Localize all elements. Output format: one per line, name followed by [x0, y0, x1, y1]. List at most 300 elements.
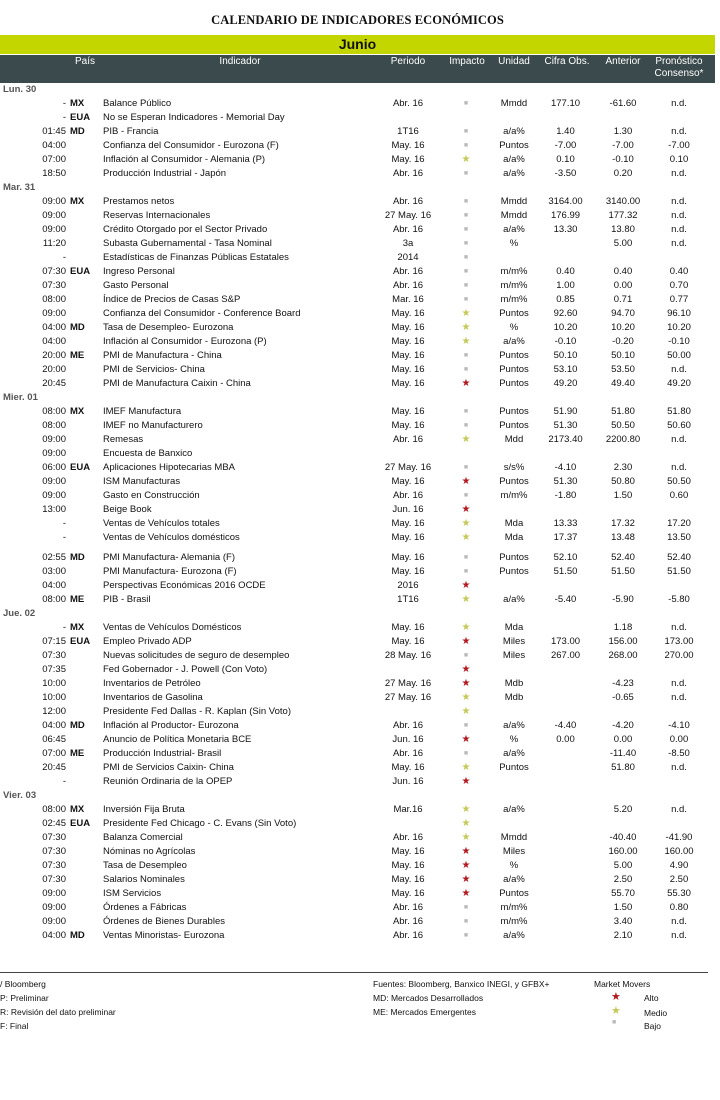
row-indicator: PMI de Manufactura Caixin - China — [103, 378, 251, 389]
row-indicator: Inventarios de Gasolina — [103, 692, 203, 703]
row-time: 07:30 — [42, 846, 66, 857]
impact-alto-icon: ★ — [461, 874, 471, 885]
row-previous: 49.40 — [611, 378, 635, 389]
header-pronostico — [648, 56, 710, 80]
row-previous: -5.90 — [612, 594, 634, 605]
table-row — [0, 831, 715, 845]
impact-bajo-icon: ■ — [463, 652, 469, 659]
row-previous: 53.50 — [611, 364, 635, 375]
row-forecast: 0.60 — [669, 490, 689, 501]
impact-bajo-icon: ■ — [463, 422, 469, 429]
table-row — [0, 405, 715, 419]
row-indicator: ISM Servicios — [103, 888, 162, 899]
legend-bajo-icon: ■ — [612, 1019, 617, 1026]
table-row — [0, 929, 715, 943]
impact-medio-icon: ★ — [461, 594, 471, 605]
row-indicator: Fed Gobernador - J. Powell (Con Voto) — [103, 664, 268, 675]
row-period: May. 16 — [391, 476, 425, 487]
impact-bajo-icon: ■ — [463, 142, 469, 149]
row-forecast: 10.20 — [667, 322, 691, 333]
row-country: ME — [70, 350, 85, 361]
row-previous: 160.00 — [608, 846, 638, 857]
impact-bajo-icon: ■ — [463, 464, 469, 471]
row-period: May. 16 — [391, 336, 425, 347]
row-indicator: Producción Industrial - Japón — [103, 168, 227, 179]
row-forecast: 0.10 — [669, 154, 689, 165]
impact-medio-icon: ★ — [461, 622, 471, 633]
table-row — [0, 649, 715, 663]
impact-medio-icon: ★ — [461, 308, 471, 319]
table-row — [0, 111, 715, 125]
impact-bajo-icon: ■ — [463, 212, 469, 219]
row-previous: -61.60 — [609, 98, 637, 109]
impact-medio-icon: ★ — [461, 336, 471, 347]
impact-alto-icon: ★ — [461, 664, 471, 675]
row-period: May. 16 — [391, 888, 425, 899]
row-observed: 1.40 — [556, 126, 575, 137]
row-time: 12:00 — [42, 706, 66, 717]
row-previous: 94.70 — [611, 308, 635, 319]
row-forecast: n.d. — [671, 364, 687, 375]
impact-bajo-icon: ■ — [463, 408, 469, 415]
table-row — [0, 377, 715, 391]
row-time: 10:00 — [42, 692, 66, 703]
table-row — [0, 873, 715, 887]
row-time: 09:00 — [42, 224, 66, 235]
table-row — [0, 915, 715, 929]
footnote-md: MD: Mercados Desarrollados — [373, 993, 484, 1003]
legend-title: Market Movers — [594, 979, 651, 989]
row-time: 07:15 — [42, 636, 66, 647]
table-row — [0, 761, 715, 775]
row-unit: Mmdd — [500, 832, 528, 843]
table-row — [0, 489, 715, 503]
row-indicator: Empleo Privado ADP — [103, 636, 192, 647]
impact-alto-icon: ★ — [461, 776, 471, 787]
row-period: Abr. 16 — [392, 916, 424, 927]
impact-medio-icon: ★ — [461, 832, 471, 843]
row-unit: Puntos — [499, 406, 529, 417]
impact-medio-icon: ★ — [461, 322, 471, 333]
row-unit: a/a% — [503, 930, 525, 941]
row-previous: 5.00 — [613, 238, 633, 249]
legend-medio: Medio — [644, 1008, 668, 1018]
row-country: ME — [70, 594, 85, 605]
row-unit: a/a% — [503, 126, 525, 137]
row-observed: 13.33 — [553, 518, 578, 529]
row-period: Abr. 16 — [392, 490, 424, 501]
row-time: 13:00 — [42, 504, 66, 515]
row-previous: 5.20 — [613, 804, 633, 815]
row-forecast: n.d. — [671, 210, 687, 221]
impact-medio-icon: ★ — [461, 692, 471, 703]
row-time: 09:00 — [42, 308, 66, 319]
row-time: 04:00 — [42, 930, 66, 941]
row-period: Mar.16 — [393, 804, 423, 815]
row-period: Abr. 16 — [392, 832, 424, 843]
row-period: Abr. 16 — [392, 280, 424, 291]
row-previous: -11.40 — [609, 748, 637, 759]
row-time: 09:00 — [42, 490, 66, 501]
header-cifra: Cifra Obs. — [544, 56, 590, 67]
table-row — [0, 747, 715, 761]
impact-alto-icon: ★ — [461, 860, 471, 871]
table-row — [0, 663, 715, 677]
row-unit: Mdd — [504, 434, 524, 445]
table-row — [0, 887, 715, 901]
row-forecast: -7.00 — [668, 140, 690, 151]
row-time: 04:00 — [42, 720, 66, 731]
row-unit: % — [509, 238, 519, 249]
row-indicator: Ingreso Personal — [103, 266, 175, 277]
row-previous: -40.40 — [609, 832, 637, 843]
row-indicator: IMEF no Manufacturero — [103, 420, 203, 431]
footnote-me: ME: Mercados Emergentes — [373, 1007, 476, 1017]
row-period: 27 May. 16 — [384, 210, 432, 221]
row-unit: Mmdd — [500, 210, 528, 221]
row-time: 03:00 — [42, 566, 66, 577]
row-period: Abr. 16 — [392, 434, 424, 445]
row-time: 09:00 — [42, 888, 66, 899]
table-row — [0, 845, 715, 859]
row-time: 08:00 — [42, 420, 66, 431]
row-forecast: 173.00 — [664, 636, 694, 647]
row-indicator: Aplicaciones Hipotecarias MBA — [103, 462, 236, 473]
impact-bajo-icon: ■ — [463, 554, 469, 561]
impact-bajo-icon: ■ — [463, 240, 469, 247]
table-row — [0, 517, 715, 531]
table-row — [0, 321, 715, 335]
row-time: 04:00 — [42, 336, 66, 347]
row-time: 07:00 — [42, 748, 66, 759]
impact-bajo-icon: ■ — [463, 722, 469, 729]
section-header — [0, 181, 715, 195]
row-country: EUA — [70, 462, 91, 473]
row-previous: 2.10 — [613, 930, 633, 941]
row-observed: -4.10 — [554, 462, 577, 473]
row-observed: 10.20 — [553, 322, 578, 333]
row-observed: 0.40 — [556, 266, 575, 277]
impact-bajo-icon: ■ — [463, 568, 469, 575]
table-row — [0, 433, 715, 447]
table-row — [0, 447, 715, 461]
impact-bajo-icon: ■ — [463, 198, 469, 205]
row-previous: 50.50 — [611, 420, 635, 431]
impact-bajo-icon: ■ — [463, 750, 469, 757]
row-time: 02:55 — [42, 552, 66, 563]
table-row — [0, 363, 715, 377]
row-forecast: 160.00 — [664, 846, 694, 857]
row-country: MD — [70, 552, 85, 563]
row-previous: 3140.00 — [605, 196, 641, 207]
row-forecast: n.d. — [671, 930, 687, 941]
row-time: 20:45 — [42, 762, 66, 773]
row-indicator: Balanza Comercial — [103, 832, 183, 843]
row-observed: -5.40 — [554, 594, 577, 605]
row-forecast: n.d. — [671, 434, 687, 445]
row-time: 09:00 — [42, 196, 66, 207]
row-unit: Mda — [504, 532, 524, 543]
row-unit: Puntos — [499, 552, 529, 563]
header-anterior: Anterior — [605, 56, 641, 67]
row-indicator: PIB - Francia — [103, 126, 159, 137]
impact-medio-icon: ★ — [461, 804, 471, 815]
row-period: May. 16 — [391, 566, 425, 577]
row-unit: m/m% — [500, 280, 528, 291]
row-time: 11:20 — [42, 238, 66, 249]
row-indicator: Confianza del Consumidor - Conference Board — [103, 308, 301, 319]
impact-bajo-icon: ■ — [463, 918, 469, 925]
row-forecast: 4.90 — [669, 860, 689, 871]
row-forecast: -41.90 — [665, 832, 693, 843]
row-time: - — [62, 112, 66, 123]
table-row — [0, 579, 715, 593]
row-previous: 2200.80 — [605, 434, 641, 445]
row-forecast: 0.77 — [669, 294, 689, 305]
table-row — [0, 97, 715, 111]
row-previous: 52.40 — [611, 552, 635, 563]
row-unit: Mmdd — [500, 98, 528, 109]
row-previous: -4.20 — [612, 720, 634, 731]
section-header — [0, 83, 715, 97]
row-observed: -3.50 — [554, 168, 577, 179]
row-observed: 51.50 — [553, 566, 578, 577]
row-time: 08:00 — [42, 804, 66, 815]
row-indicator: Gasto en Construcción — [103, 490, 200, 501]
row-indicator: ISM Manufacturas — [103, 476, 181, 487]
footnote-final: F: Final — [0, 1021, 29, 1031]
table-row — [0, 691, 715, 705]
row-country: MD — [70, 322, 85, 333]
header-periodo: Periodo — [390, 56, 426, 67]
row-indicator: No se Esperan Indicadores - Memorial Day — [103, 112, 285, 123]
row-unit: Puntos — [499, 308, 529, 319]
row-previous: 5.00 — [613, 860, 633, 871]
row-previous: 1.30 — [613, 126, 633, 137]
row-indicator: Anuncio de Política Monetaria BCE — [103, 734, 252, 745]
row-observed: 51.30 — [553, 420, 578, 431]
row-country: EUA — [70, 112, 91, 123]
row-period: May. 16 — [391, 552, 425, 563]
section-header — [0, 391, 715, 405]
row-forecast: 51.80 — [667, 406, 691, 417]
row-previous: 268.00 — [608, 650, 638, 661]
row-unit: m/m% — [500, 916, 528, 927]
row-observed: -0.10 — [554, 336, 577, 347]
row-unit: m/m% — [500, 490, 528, 501]
impact-alto-icon: ★ — [461, 734, 471, 745]
impact-bajo-icon: ■ — [463, 492, 469, 499]
row-indicator: Inflación al Productor- Eurozona — [103, 720, 239, 731]
row-forecast: n.d. — [671, 622, 687, 633]
row-country: EUA — [70, 636, 91, 647]
row-forecast: n.d. — [671, 916, 687, 927]
section-header — [0, 607, 715, 621]
table-row — [0, 209, 715, 223]
table-row — [0, 139, 715, 153]
section-label: Mier. 01 — [3, 392, 38, 403]
row-time: 04:00 — [42, 580, 66, 591]
row-indicator: Presidente Fed Chicago - C. Evans (Sin Voto) — [103, 818, 297, 829]
row-forecast: n.d. — [671, 762, 687, 773]
row-period: Jun. 16 — [392, 504, 424, 515]
row-unit: a/a% — [503, 594, 525, 605]
row-previous: 51.80 — [611, 406, 635, 417]
row-country: MD — [70, 930, 85, 941]
row-period: Abr. 16 — [392, 748, 424, 759]
row-indicator: Ventas de Vehículos domésticos — [103, 532, 240, 543]
row-indicator: Inversión Fija Bruta — [103, 804, 185, 815]
section-label: Lun. 30 — [3, 84, 37, 95]
row-forecast: 0.80 — [669, 902, 689, 913]
impact-medio-icon: ★ — [461, 518, 471, 529]
row-period: 1T16 — [397, 594, 419, 605]
row-unit: Puntos — [499, 364, 529, 375]
impact-alto-icon: ★ — [461, 636, 471, 647]
row-previous: -0.65 — [612, 692, 634, 703]
row-previous: 1.18 — [613, 622, 633, 633]
row-unit: a/a% — [503, 224, 525, 235]
impact-medio-icon: ★ — [461, 762, 471, 773]
impact-alto-icon: ★ — [461, 378, 471, 389]
row-previous: 10.20 — [611, 322, 635, 333]
row-period: Jun. 16 — [392, 776, 424, 787]
row-time: - — [62, 518, 66, 529]
month-banner: Junio — [0, 35, 715, 54]
row-observed: 51.90 — [553, 406, 578, 417]
table-row — [0, 817, 715, 831]
row-observed: 1.00 — [556, 280, 575, 291]
table-row — [0, 335, 715, 349]
header-pronostico-line1: Pronóstico — [655, 56, 703, 67]
row-forecast: 50.50 — [667, 476, 691, 487]
row-previous: 50.10 — [611, 350, 635, 361]
row-period: Abr. 16 — [392, 168, 424, 179]
row-unit: Puntos — [499, 888, 529, 899]
row-time: 09:00 — [42, 434, 66, 445]
row-period: May. 16 — [391, 364, 425, 375]
row-previous: 2.30 — [613, 462, 633, 473]
impact-bajo-icon: ■ — [463, 170, 469, 177]
row-forecast: n.d. — [671, 804, 687, 815]
row-unit: Mda — [504, 622, 524, 633]
table-row — [0, 733, 715, 747]
row-country: MX — [70, 406, 85, 417]
impact-bajo-icon: ■ — [463, 296, 469, 303]
impact-bajo-icon: ■ — [463, 254, 469, 261]
row-unit: % — [509, 322, 519, 333]
row-time: 08:00 — [42, 294, 66, 305]
row-indicator: Nóminas no Agrícolas — [103, 846, 196, 857]
impact-bajo-icon: ■ — [463, 128, 469, 135]
row-forecast: 51.50 — [667, 566, 691, 577]
row-time: 20:00 — [42, 364, 66, 375]
impact-medio-icon: ★ — [461, 154, 471, 165]
row-indicator: PMI Manufactura- Eurozona (F) — [103, 566, 237, 577]
row-period: Abr. 16 — [392, 98, 424, 109]
table-row — [0, 237, 715, 251]
row-country: EUA — [70, 266, 91, 277]
table-row — [0, 677, 715, 691]
row-period: May. 16 — [391, 154, 425, 165]
row-forecast: 13.50 — [667, 532, 691, 543]
row-observed: -1.80 — [554, 490, 577, 501]
row-time: 09:00 — [42, 902, 66, 913]
table-row — [0, 859, 715, 873]
row-country: MX — [70, 196, 85, 207]
row-time: 08:00 — [42, 594, 66, 605]
footnote-fuentes: Fuentes: Bloomberg, Banxico INEGI, y GFBX+ — [373, 979, 550, 989]
footnote-revision: R: Revisión del dato preliminar — [0, 1007, 116, 1017]
table-row — [0, 251, 715, 265]
row-previous: 177.32 — [608, 210, 638, 221]
row-time: 08:00 — [42, 406, 66, 417]
row-forecast: 0.40 — [669, 266, 689, 277]
row-unit: a/a% — [503, 154, 525, 165]
row-unit: Puntos — [499, 420, 529, 431]
row-unit: Mdb — [504, 678, 524, 689]
row-time: 04:00 — [42, 322, 66, 333]
impact-bajo-icon: ■ — [463, 268, 469, 275]
row-period: May. 16 — [391, 874, 425, 885]
row-period: May. 16 — [391, 420, 425, 431]
row-observed: 173.00 — [550, 636, 581, 647]
row-observed: 52.10 — [553, 552, 578, 563]
row-indicator: Encuesta de Banxico — [103, 448, 193, 459]
row-indicator: Inflación al Consumidor - Alemania (P) — [103, 154, 266, 165]
row-observed: 17.37 — [553, 532, 578, 543]
row-country: MD — [70, 720, 85, 731]
row-time: 07:30 — [42, 860, 66, 871]
row-observed: -7.00 — [554, 140, 577, 151]
row-period: 1T16 — [397, 126, 419, 137]
row-indicator: Órdenes a Fábricas — [103, 902, 187, 913]
row-observed: 3164.00 — [548, 196, 583, 207]
row-time: 07:30 — [42, 874, 66, 885]
row-previous: 51.50 — [611, 566, 635, 577]
row-previous: 13.80 — [611, 224, 635, 235]
row-unit: Miles — [502, 846, 526, 857]
row-previous: 0.00 — [613, 280, 633, 291]
row-time: - — [62, 776, 66, 787]
row-time: 10:00 — [42, 678, 66, 689]
row-indicator: IMEF Manufactura — [103, 406, 182, 417]
row-time: 07:30 — [42, 280, 66, 291]
row-period: May. 16 — [391, 846, 425, 857]
row-period: Mar. 16 — [392, 294, 424, 305]
row-observed: 50.10 — [553, 350, 578, 361]
row-observed: 0.00 — [556, 734, 575, 745]
row-time: 07:30 — [42, 266, 66, 277]
impact-alto-icon: ★ — [461, 888, 471, 899]
row-time: 09:00 — [42, 916, 66, 927]
row-time: 20:00 — [42, 350, 66, 361]
row-unit: Miles — [502, 650, 526, 661]
row-unit: a/a% — [503, 336, 525, 347]
row-previous: 50.80 — [611, 476, 635, 487]
calendar-table — [0, 83, 715, 943]
row-period: Abr. 16 — [392, 930, 424, 941]
table-row — [0, 901, 715, 915]
row-time: 06:45 — [42, 734, 66, 745]
row-observed: 53.10 — [553, 364, 578, 375]
row-indicator: Ventas Minoristas- Eurozona — [103, 930, 225, 941]
row-forecast: 270.00 — [664, 650, 694, 661]
row-period: Abr. 16 — [392, 224, 424, 235]
row-unit: m/m% — [500, 294, 528, 305]
row-unit: Mda — [504, 518, 524, 529]
row-previous: 13.48 — [611, 532, 635, 543]
